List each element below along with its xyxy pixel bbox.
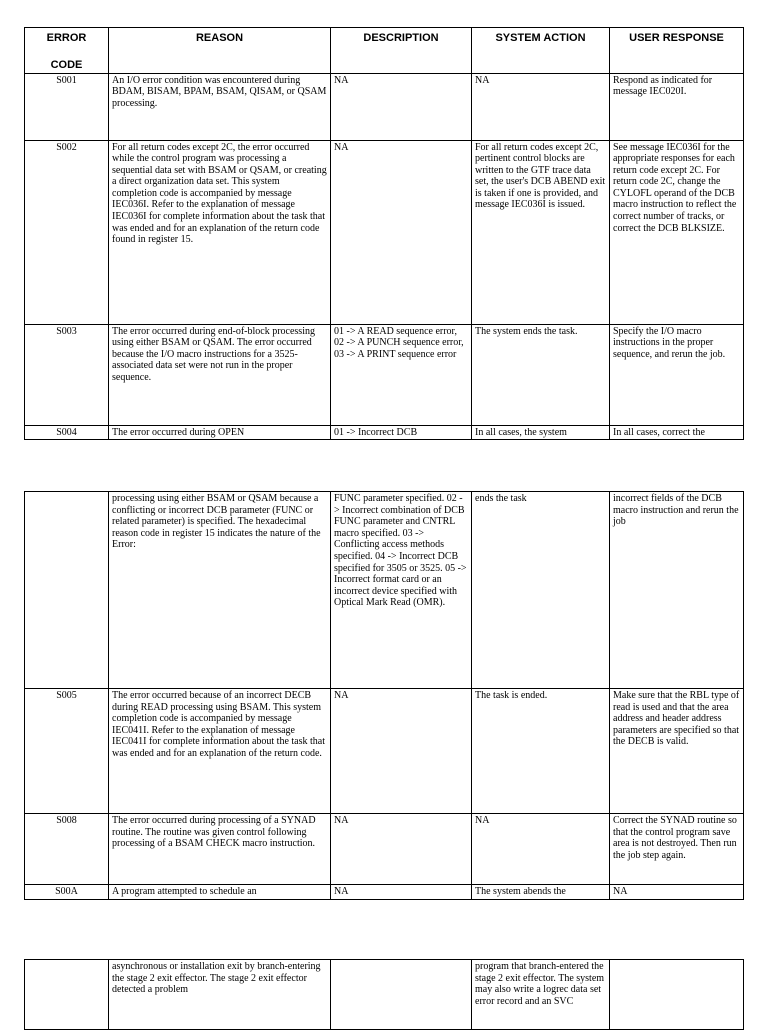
reason-cell: asynchronous or installation exit by branch-entering the stage 2 exit effector. The stage 2 exit effector detected a problem	[109, 960, 331, 1030]
system-action-cell: program that branch-entered the stage 2 exit effector. The system may also write a logrec data set error record and an SVC	[472, 960, 610, 1030]
header-error-code	[25, 28, 109, 74]
error-code-table-page-1	[24, 27, 744, 440]
system-action-cell: NA	[472, 73, 610, 140]
header-description: DESCRIPTION	[331, 28, 472, 74]
reason-cell: The error occurred during end-of-block processing using either BSAM or QSAM. The error occurred because the I/O macro instructions for a 3525-associated data set were not run in the proper sequence.	[109, 324, 331, 425]
error-code-table-page-3	[24, 959, 744, 1030]
table-header-row	[25, 28, 744, 74]
error-code-cell: S008	[25, 814, 109, 885]
header-error-line1: ERROR	[46, 32, 87, 44]
user-response-cell	[610, 960, 744, 1030]
error-code-cell	[25, 960, 109, 1030]
user-response-cell: In all cases, correct the	[610, 425, 744, 440]
user-response-cell: incorrect fields of the DCB macro instruction and rerun the job	[610, 492, 744, 689]
description-cell: NA	[331, 885, 472, 900]
system-action-cell: For all return codes except 2C, pertinent control blocks are written to the GTF trace data set, the user's DCB ABEND exit is taken if one is provided, and message IEC036I is issued.	[472, 140, 610, 324]
description-cell: NA	[331, 140, 472, 324]
error-code-table-page-2	[24, 491, 744, 900]
table-row	[25, 140, 744, 324]
table-row	[25, 814, 744, 885]
table-row	[25, 425, 744, 440]
table-row	[25, 689, 744, 814]
table-row	[25, 885, 744, 900]
user-response-cell: Correct the SYNAD routine so that the control program save area is not destroyed. Then run the job step again.	[610, 814, 744, 885]
user-response-cell: Respond as indicated for message IEC020I.	[610, 73, 744, 140]
user-response-cell: Make sure that the RBL type of read is used and that the area address and header address parameters are specified so that the DECB is valid.	[610, 689, 744, 814]
error-code-cell: S00A	[25, 885, 109, 900]
user-response-cell: Specify the I/O macro instructions in the proper sequence, and rerun the job.	[610, 324, 744, 425]
reason-cell: The error occurred during OPEN	[109, 425, 331, 440]
description-cell: NA	[331, 73, 472, 140]
table-row	[25, 492, 744, 689]
header-reason: REASON	[109, 28, 331, 74]
system-action-cell: NA	[472, 814, 610, 885]
system-action-cell: The system abends the	[472, 885, 610, 900]
table-row	[25, 960, 744, 1030]
user-response-cell: NA	[610, 885, 744, 900]
reason-cell: For all return codes except 2C, the error occurred while the control program was processing a sequential data set with BSAM or QSAM, or creating a direct organization data set. This system completion code is accompanied by message IEC036I. Refer to the explanation of message IEC036I for complete information about the task that was ended and for an explanation of the return code found in register 15.	[109, 140, 331, 324]
reason-cell: The error occurred during processing of a SYNAD routine. The routine was given control following processing of a BSAM CHECK macro instruction.	[109, 814, 331, 885]
table-row	[25, 324, 744, 425]
user-response-cell: See message IEC036I for the appropriate responses for each return code except 2C. For return code 2C, change the CYLOFL operand of the DCB macro instruction to reflect the correct number of tracks, or correct the DCB BLKSIZE.	[610, 140, 744, 324]
header-system-action: SYSTEM ACTION	[472, 28, 610, 74]
error-code-cell: S001	[25, 73, 109, 140]
header-error-line2: CODE	[50, 58, 83, 71]
reason-cell: processing using either BSAM or QSAM because a conflicting or incorrect DCB parameter (FUNC or related parameter) is specified. The hexadecimal reason code in register 15 indicates the nature of the Error:	[109, 492, 331, 689]
system-action-cell: ends the task	[472, 492, 610, 689]
system-action-cell: The task is ended.	[472, 689, 610, 814]
description-cell: 01 -> A READ sequence error, 02 -> A PUNCH sequence error, 03 -> A PRINT sequence error	[331, 324, 472, 425]
description-cell: NA	[331, 814, 472, 885]
system-action-cell: The system ends the task.	[472, 324, 610, 425]
description-cell: 01 -> Incorrect DCB	[331, 425, 472, 440]
description-cell	[331, 960, 472, 1030]
description-cell: NA	[331, 689, 472, 814]
reason-cell: An I/O error condition was encountered during BDAM, BISAM, BPAM, BSAM, QISAM, or QSAM processing.	[109, 73, 331, 140]
reason-cell: A program attempted to schedule an	[109, 885, 331, 900]
error-code-cell: S005	[25, 689, 109, 814]
system-action-cell: In all cases, the system	[472, 425, 610, 440]
header-user-response: USER RESPONSE	[610, 28, 744, 74]
description-cell: FUNC parameter specified. 02 -> Incorrect combination of DCB FUNC parameter and CNTRL macro specified. 03 -> Conflicting access methods specified. 04 -> Incorrect DCB specified for 3505 or 3525. 05 -> Incorrect format card or an incorrect device specified with Optical Mark Read (OMR).	[331, 492, 472, 689]
error-code-cell: S003	[25, 324, 109, 425]
error-code-cell: S002	[25, 140, 109, 324]
table-row	[25, 73, 744, 140]
reason-cell: The error occurred because of an incorrect DECB during READ processing using BSAM. This system completion code is accompanied by message IEC041I. Refer to the explanation of message IEC041I for complete information about the task that was ended and for an explanation of the return code.	[109, 689, 331, 814]
error-code-cell: S004	[25, 425, 109, 440]
error-code-cell	[25, 492, 109, 689]
